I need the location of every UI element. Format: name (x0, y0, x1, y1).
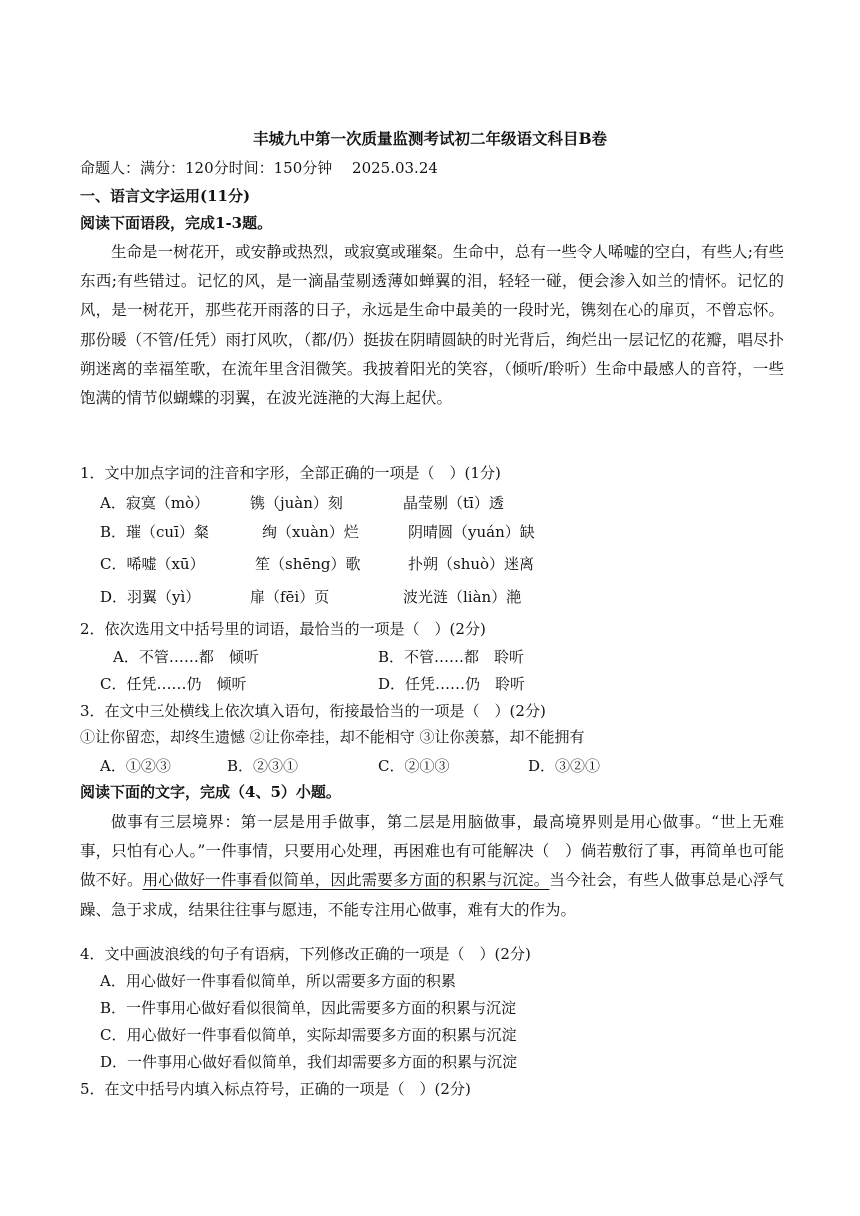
q1-option-a-3: 晶莹剔（tī）透 (403, 494, 504, 512)
q2-stem: 2．依次选用文中括号里的词语，最恰当的一项是（ ）(2分) (80, 620, 486, 638)
q5-stem: 5．在文中括号内填入标点符号，正确的一项是（ ）(2分) (80, 1080, 471, 1098)
section-heading: 一、语言文字运用(11分) (80, 187, 251, 205)
q3-stem: 3．在文中三处横线上依次填入语句，衔接最恰当的一项是（ ）(2分) (80, 702, 546, 720)
passage-1 (80, 238, 784, 413)
exam-meta: 命题人：满分：120分时间：150分钟 2025.03.24 (80, 159, 438, 177)
passage-2-part1: 做事有三层境界：第一层是用手做事，第二层是用脑做事，最高境界则是用心做事。“世上无难事，只怕有心人。”一件事情，只要用心处理，再困难也有可能解决（ ）倘若敷衍了事，再简单也可能做不好。 (80, 813, 784, 890)
passage-2-wavy-sentence: 用心做好一件事看似简单，因此需要多方面的积累与沉淀。 (142, 871, 550, 890)
reading1-prompt: 阅读下面语段，完成1-3题。 (80, 214, 273, 232)
q4-option-b: B．一件事用心做好看似很简单，因此需要多方面的积累与沉淀 (100, 999, 517, 1017)
q1-option-d-2: 扉（fēi）页 (250, 588, 330, 606)
q4-option-d: D．一件事用心做好看似简单，我们却需要多方面的积累与沉淀 (100, 1053, 518, 1071)
q3-sentences: ①让你留恋，却终生遗憾 ②让你牵挂，却不能相守 ③让你羡慕，却不能拥有 (80, 728, 585, 746)
q4-stem: 4．文中画波浪线的句子有语病，下列修改正确的一项是（ ）(2分) (80, 945, 531, 963)
q1-option-c-3: 扑朔（shuò）迷离 (408, 555, 535, 573)
q2-option-a: A．不管……都 倾听 (113, 648, 259, 666)
q3-option-d: D．③②① (528, 757, 601, 775)
q2-option-d: D．任凭……仍 聆听 (378, 675, 526, 693)
passage-2 (80, 808, 784, 925)
q1-option-b-1: B．璀（cuī）粲 (100, 523, 209, 541)
q3-option-a: A．①②③ (100, 757, 171, 775)
passage-1-text: 生命是一树花开，或安静或热烈，或寂寞或璀粲。生命中，总有一些令人唏嘘的空白，有些人;有些东西;有些错过。记忆的风，是一滴晶莹剔透薄如蝉翼的泪，轻轻一碰，便会渗入如兰的情怀。记忆的风，是一树花开，那些花开雨落的日子，永远是生命中最美的一段时光，镌刻在心的扉页，不曾忘怀。那份暖（不管/任凭）雨打风吹，（都/仍）挺拔在阴晴圆缺的时光背后，绚烂出一层记忆的花瓣，唱尽扑朔迷离的幸福笙歌，在流年里含泪微笑。我披着阳光的笑容，（倾听/聆听）生命中最感人的音符，一些饱满的情节似蝴蝶的羽翼，在波光涟滟的大海上起伏。 (80, 243, 784, 408)
reading2-prompt: 阅读下面的文字，完成（4、5）小题。 (80, 783, 341, 801)
q2-option-c: C．任凭……仍 倾听 (100, 675, 247, 693)
q1-option-b-2: 绚（xuàn）烂 (262, 523, 359, 541)
q3-option-b: B．②③① (227, 757, 299, 775)
q1-option-d-1: D．羽翼（yì） (100, 588, 201, 606)
q1-option-d-3: 波光涟（liàn）滟 (403, 588, 522, 606)
q4-option-a: A．用心做好一件事看似简单，所以需要多方面的积累 (100, 972, 456, 990)
passage-2-text (80, 808, 784, 925)
q1-option-a-2: 镌（juàn）刻 (250, 494, 343, 512)
q4-option-c: C．用心做好一件事看似简单，实际却需要多方面的积累与沉淀 (100, 1026, 517, 1044)
exam-title: 丰城九中第一次质量监测考试初二年级语文科目B卷 (252, 129, 608, 148)
q1-stem: 1．文中加点字词的注音和字形，全部正确的一项是（ ）(1分) (80, 464, 501, 482)
passage-2-part2: 当今社会，有些人做事总是心浮气躁、急于求成，结果往往事与愿违，不能专注用心做事，难有大的作为。 (80, 871, 784, 919)
q1-option-a-1: A．寂寞（mò） (100, 494, 210, 512)
q3-option-c: C．②①③ (378, 757, 450, 775)
q1-option-b-3: 阴晴圆（yuán）缺 (408, 523, 535, 541)
q1-option-c-1: C．唏嘘（xū） (100, 555, 205, 573)
q2-option-b: B．不管……都 聆听 (378, 648, 525, 666)
q1-option-c-2: 笙（shēng）歌 (255, 555, 361, 573)
